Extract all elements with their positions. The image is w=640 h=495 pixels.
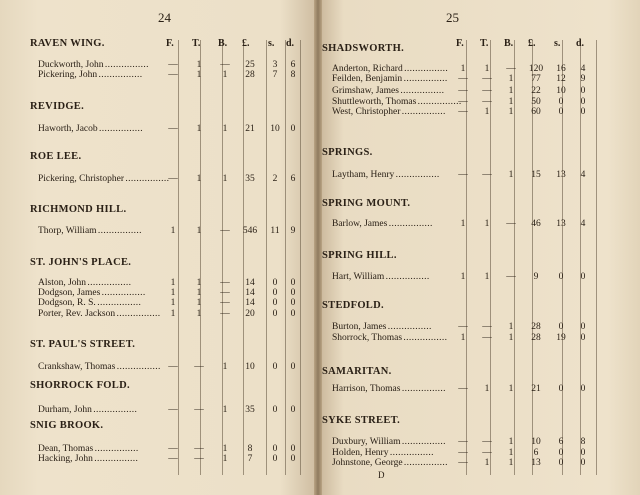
section-heading: STEDFOLD. xyxy=(322,300,384,311)
table-cell: — xyxy=(168,60,178,70)
table-cell: — xyxy=(168,454,178,464)
table-cell: 0 xyxy=(580,97,586,107)
section-heading: SNIG BROOK. xyxy=(30,420,104,431)
column-header: s. xyxy=(268,38,275,49)
column-header: F. xyxy=(166,38,174,49)
table-cell: 12 xyxy=(556,74,566,84)
table-cell: 0 xyxy=(580,272,586,282)
table-cell: — xyxy=(458,437,468,447)
table-cell: — xyxy=(168,444,178,454)
column-header: d. xyxy=(286,38,295,49)
entry-name: Crankshaw, Thomas . . . xyxy=(38,362,159,372)
table-cell: 0 xyxy=(290,405,296,415)
table-cell: 35 xyxy=(245,405,255,415)
table-cell: 1 xyxy=(222,444,228,454)
table-cell: 10 xyxy=(270,124,280,134)
table-cell: — xyxy=(506,64,516,74)
section-heading: SAMARITAN. xyxy=(322,366,392,377)
table-cell: 1 xyxy=(508,170,514,180)
entry-name: Thorp, William . . . xyxy=(38,226,141,236)
table-cell: 1 xyxy=(484,272,490,282)
table-cell: 11 xyxy=(270,226,280,236)
table-cell: — xyxy=(168,405,178,415)
column-header: £. xyxy=(242,38,250,49)
table-cell: 50 xyxy=(531,97,541,107)
table-cell: 21 xyxy=(531,384,541,394)
table-cell: 1 xyxy=(222,70,228,80)
entry-name: Dodgson, James . . . xyxy=(38,288,144,298)
page-number: 24 xyxy=(158,10,171,25)
table-cell: 1 xyxy=(508,74,514,84)
table-cell: — xyxy=(458,107,468,117)
section-heading: ST. PAUL'S STREET. xyxy=(30,339,136,350)
table-cell: 6 xyxy=(290,174,296,184)
signature-mark: D xyxy=(378,470,385,480)
table-cell: — xyxy=(458,86,468,96)
table-cell: 6 xyxy=(558,437,564,447)
table-cell: — xyxy=(220,309,230,319)
table-cell: 1 xyxy=(508,322,514,332)
table-cell: 1 xyxy=(508,448,514,458)
entry-name: Holden, Henry . . . xyxy=(332,448,432,458)
entry-name: Johnstone, George . . . xyxy=(332,458,447,468)
table-cell: 22 xyxy=(531,86,541,96)
table-cell: 60 xyxy=(531,107,541,117)
table-cell: 1 xyxy=(196,60,202,70)
table-cell: 0 xyxy=(558,458,564,468)
table-cell: 28 xyxy=(245,70,255,80)
table-cell: — xyxy=(168,362,178,372)
table-cell: 1 xyxy=(196,288,202,298)
table-cell: 0 xyxy=(580,322,586,332)
column-header: T. xyxy=(192,38,201,49)
table-cell: 0 xyxy=(290,362,296,372)
entry-name: Alston, John . . . xyxy=(38,278,130,288)
table-cell: 1 xyxy=(170,298,176,308)
right-page xyxy=(318,0,640,495)
table-cell: 1 xyxy=(508,107,514,117)
table-cell: — xyxy=(458,74,468,84)
table-cell: 8 xyxy=(247,444,253,454)
table-cell: 0 xyxy=(558,322,564,332)
table-cell: 0 xyxy=(290,288,296,298)
table-cell: — xyxy=(168,70,178,80)
entry-name: West, Christopher . . . xyxy=(332,107,444,117)
entry-name: Anderton, Richard . . . xyxy=(332,64,447,74)
table-cell: 0 xyxy=(290,124,296,134)
table-cell: 8 xyxy=(290,70,296,80)
table-cell: 1 xyxy=(508,384,514,394)
page-number: 25 xyxy=(446,10,459,25)
table-cell: 1 xyxy=(508,333,514,343)
table-cell: 1 xyxy=(196,174,202,184)
table-cell: 0 xyxy=(290,278,296,288)
table-cell: — xyxy=(482,74,492,84)
section-heading: RICHMOND HILL. xyxy=(30,204,127,215)
section-heading: SHADSWORTH. xyxy=(322,43,404,54)
table-cell: — xyxy=(220,298,230,308)
table-cell: 14 xyxy=(245,288,255,298)
table-cell: 1 xyxy=(484,64,490,74)
table-cell: 46 xyxy=(531,219,541,229)
entry-name: Harrison, Thomas . . . xyxy=(332,384,444,394)
table-cell: 0 xyxy=(272,405,278,415)
table-cell: 1 xyxy=(484,458,490,468)
entry-name: Duckworth, John . . . xyxy=(38,60,147,70)
table-cell: 15 xyxy=(531,170,541,180)
table-cell: 10 xyxy=(531,437,541,447)
section-heading: SYKE STREET. xyxy=(322,415,401,426)
table-cell: 0 xyxy=(272,444,278,454)
table-cell: 1 xyxy=(170,309,176,319)
table-cell: 2 xyxy=(272,174,278,184)
table-cell: 8 xyxy=(580,437,586,447)
table-cell: 546 xyxy=(242,226,258,236)
table-cell: — xyxy=(506,272,516,282)
table-cell: — xyxy=(482,97,492,107)
table-cell: 3 xyxy=(272,60,278,70)
entry-name: Hart, William . . . xyxy=(332,272,428,282)
table-cell: 1 xyxy=(222,174,228,184)
table-cell: 0 xyxy=(290,298,296,308)
table-cell: 0 xyxy=(558,272,564,282)
table-cell: 0 xyxy=(272,298,278,308)
book-gutter xyxy=(314,0,322,495)
table-cell: 1 xyxy=(222,124,228,134)
column-header: F. xyxy=(456,38,464,49)
entry-name: Porter, Rev. Jackson . . . xyxy=(38,309,159,319)
table-cell: 10 xyxy=(556,86,566,96)
left-page xyxy=(0,0,318,495)
entry-name: Shorrock, Thomas . . . xyxy=(332,333,446,343)
table-cell: — xyxy=(194,444,204,454)
table-cell: 0 xyxy=(272,278,278,288)
section-heading: ST. JOHN'S PLACE. xyxy=(30,257,132,268)
table-cell: 0 xyxy=(558,448,564,458)
entry-name: Grimshaw, James . . . xyxy=(332,86,443,96)
table-cell: 9 xyxy=(533,272,539,282)
table-cell: 13 xyxy=(556,219,566,229)
table-cell: 20 xyxy=(245,309,255,319)
column-header: T. xyxy=(480,38,489,49)
entry-name: Duxbury, William . . . xyxy=(332,437,445,447)
column-header: s. xyxy=(554,38,561,49)
table-cell: 1 xyxy=(508,437,514,447)
table-cell: — xyxy=(168,174,178,184)
entry-name: Hacking, John . . . xyxy=(38,454,137,464)
table-cell: 1 xyxy=(196,278,202,288)
table-cell: 7 xyxy=(272,70,278,80)
section-heading: ROE LEE. xyxy=(30,151,82,162)
table-cell: 4 xyxy=(580,219,586,229)
table-cell: 1 xyxy=(460,333,466,343)
table-cell: 1 xyxy=(222,454,228,464)
table-cell: — xyxy=(194,454,204,464)
table-cell: 9 xyxy=(290,226,296,236)
table-cell: 0 xyxy=(580,107,586,117)
table-cell: — xyxy=(458,97,468,107)
column-header: d. xyxy=(576,38,585,49)
table-cell: 1 xyxy=(196,309,202,319)
table-cell: 28 xyxy=(531,322,541,332)
table-cell: — xyxy=(220,226,230,236)
section-heading: SPRINGS. xyxy=(322,147,373,158)
table-cell: 0 xyxy=(580,384,586,394)
table-cell: 6 xyxy=(533,448,539,458)
table-cell: 1 xyxy=(196,226,202,236)
table-cell: 1 xyxy=(484,107,490,117)
table-cell: 0 xyxy=(290,454,296,464)
table-cell: 14 xyxy=(245,298,255,308)
table-cell: — xyxy=(458,322,468,332)
entry-name: Dodgson, R. S. . . . xyxy=(38,298,140,308)
entry-name: Feilden, Benjamin . . . xyxy=(332,74,446,84)
section-heading: SHORROCK FOLD. xyxy=(30,380,130,391)
entry-name: Laytham, Henry . . . xyxy=(332,170,438,180)
table-cell: 0 xyxy=(580,458,586,468)
section-heading: SPRING MOUNT. xyxy=(322,198,411,209)
table-cell: — xyxy=(194,362,204,372)
table-cell: — xyxy=(506,219,516,229)
table-cell: 0 xyxy=(290,309,296,319)
table-cell: 13 xyxy=(556,170,566,180)
table-cell: 13 xyxy=(531,458,541,468)
table-cell: 1 xyxy=(508,86,514,96)
table-cell: 19 xyxy=(556,333,566,343)
table-cell: 4 xyxy=(580,64,586,74)
table-cell: — xyxy=(482,322,492,332)
table-cell: 0 xyxy=(272,288,278,298)
section-heading: RAVEN WING. xyxy=(30,38,105,49)
table-cell: — xyxy=(482,170,492,180)
section-heading: REVIDGE. xyxy=(30,101,85,112)
entry-name: Burton, James . . . xyxy=(332,322,430,332)
table-cell: — xyxy=(482,333,492,343)
table-cell: 0 xyxy=(290,444,296,454)
table-cell: 25 xyxy=(245,60,255,70)
column-header: B. xyxy=(218,38,228,49)
table-cell: 0 xyxy=(580,86,586,96)
table-cell: 21 xyxy=(245,124,255,134)
table-cell: — xyxy=(458,384,468,394)
table-cell: — xyxy=(482,437,492,447)
column-header: B. xyxy=(504,38,514,49)
table-cell: 16 xyxy=(556,64,566,74)
table-cell: — xyxy=(458,448,468,458)
table-cell: 1 xyxy=(196,124,202,134)
table-cell: 1 xyxy=(170,226,176,236)
table-cell: 1 xyxy=(460,64,466,74)
table-cell: 120 xyxy=(528,64,544,74)
table-cell: 14 xyxy=(245,278,255,288)
entry-name: Pickering, John . . . xyxy=(38,70,141,80)
table-cell: 1 xyxy=(196,298,202,308)
table-cell: — xyxy=(482,448,492,458)
table-cell: 1 xyxy=(170,288,176,298)
table-cell: 1 xyxy=(508,458,514,468)
table-cell: 1 xyxy=(484,219,490,229)
table-cell: 0 xyxy=(558,97,564,107)
table-cell: 6 xyxy=(290,60,296,70)
table-cell: 35 xyxy=(245,174,255,184)
column-rule xyxy=(596,40,597,475)
table-cell: — xyxy=(220,288,230,298)
table-cell: 1 xyxy=(508,97,514,107)
entry-name: Dean, Thomas . . . xyxy=(38,444,137,454)
column-header: £. xyxy=(528,38,536,49)
table-cell: 1 xyxy=(460,272,466,282)
table-cell: — xyxy=(482,86,492,96)
entry-name: Shuttleworth, Thomas . . . xyxy=(332,97,460,107)
table-cell: 1 xyxy=(196,70,202,80)
table-cell: — xyxy=(220,278,230,288)
table-cell: 1 xyxy=(222,405,228,415)
section-heading: SPRING HILL. xyxy=(322,250,397,261)
table-cell: — xyxy=(220,60,230,70)
table-cell: 10 xyxy=(245,362,255,372)
table-cell: 1 xyxy=(484,384,490,394)
table-cell: 0 xyxy=(272,454,278,464)
entry-name: Haworth, Jacob . . . xyxy=(38,124,142,134)
table-cell: 0 xyxy=(272,309,278,319)
table-cell: 0 xyxy=(580,448,586,458)
table-cell: 9 xyxy=(580,74,586,84)
table-cell: 1 xyxy=(460,219,466,229)
table-cell: 7 xyxy=(247,454,253,464)
table-cell: 77 xyxy=(531,74,541,84)
entry-name: Barlow, James . . . xyxy=(332,219,431,229)
table-cell: — xyxy=(168,124,178,134)
table-cell: — xyxy=(458,170,468,180)
table-cell: — xyxy=(194,405,204,415)
table-cell: 0 xyxy=(580,333,586,343)
entry-name: Durham, John . . . xyxy=(38,405,136,415)
table-cell: 28 xyxy=(531,333,541,343)
entry-name: Pickering, Christopher . . . xyxy=(38,174,168,184)
table-cell: — xyxy=(458,458,468,468)
table-cell: 0 xyxy=(558,384,564,394)
table-cell: 4 xyxy=(580,170,586,180)
table-cell: 1 xyxy=(222,362,228,372)
table-cell: 0 xyxy=(272,362,278,372)
table-cell: 0 xyxy=(558,107,564,117)
table-cell: 1 xyxy=(170,278,176,288)
